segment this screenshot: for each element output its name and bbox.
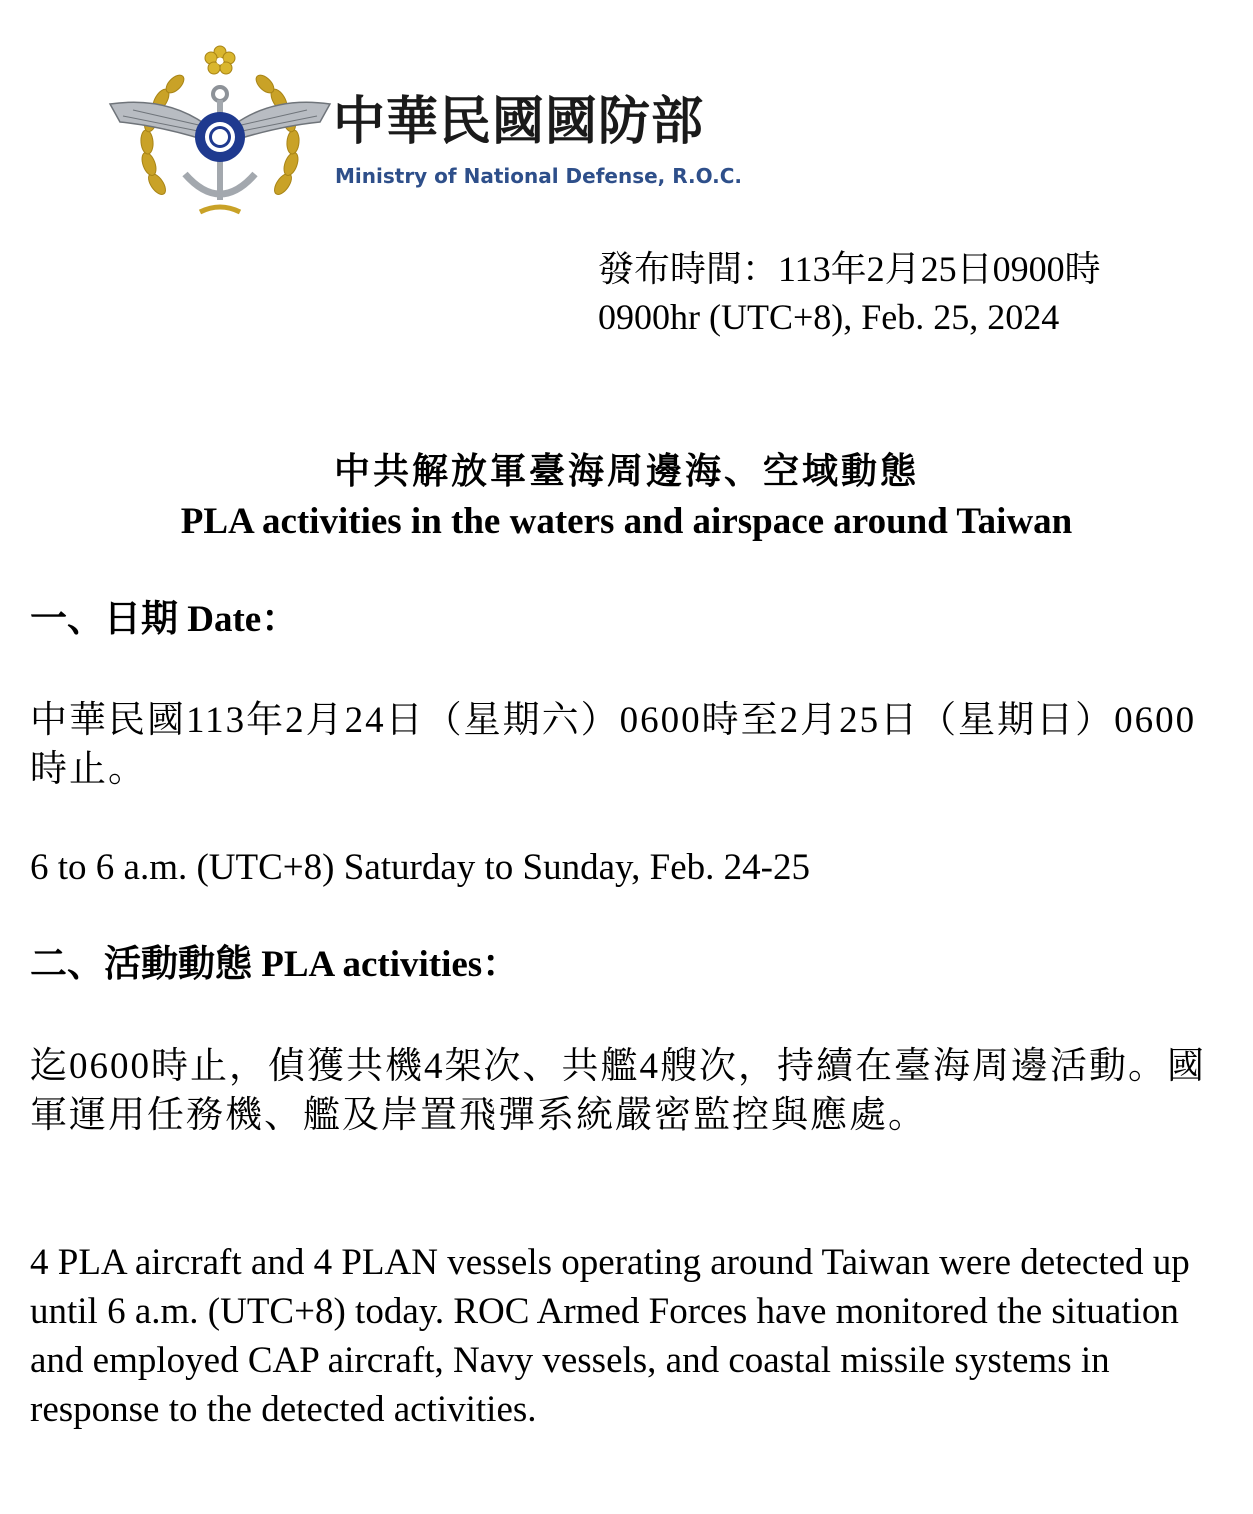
org-name-zh: 中華民國國防部 bbox=[333, 92, 705, 152]
section-activities-heading: 二、活動動態 PLA activities： bbox=[30, 944, 520, 985]
document-title-en: PLA activities in the waters and airspace around Taiwan bbox=[180, 501, 1073, 542]
section-date-body-zh: 中華民國113年2月24日（星期六）0600時至2月25日（星期日）0600時止。 bbox=[30, 700, 1197, 790]
release-time-zh: 發布時間：113年2月25日0900時 bbox=[598, 249, 1101, 289]
release-time-en: 0900hr (UTC+8), Feb. 25, 2024 bbox=[598, 297, 1060, 337]
document-title-zh: 中共解放軍臺海周邊海、空域動態 bbox=[333, 451, 919, 491]
section-date-heading: 一、日期 Date： bbox=[30, 599, 299, 640]
org-name-en: Ministry of National Defense, R.O.C. bbox=[335, 164, 743, 188]
release-time bbox=[598, 245, 1101, 341]
section-activities-body-zh: 迄0600時止，偵獲共機4架次、共艦4艘次，持續在臺海周邊活動。國軍運用任務機、艦及岸置飛彈系統嚴密監控與應處。 bbox=[30, 1046, 1206, 1136]
section-activities-body-en: 4 PLA aircraft and 4 PLAN vessels operating around Taiwan were detected up until 6 a.m. (UTC+8) today. ROC Armed Forces have monitored the situation and employed CAP aircraft, Navy vessels, and coastal missile systems in response to the detected activities. bbox=[30, 1242, 1190, 1430]
mnd-emblem-icon bbox=[105, 44, 335, 222]
section-date-body-en: 6 to 6 a.m. (UTC+8) Saturday to Sunday, Feb. 24-25 bbox=[30, 847, 810, 888]
